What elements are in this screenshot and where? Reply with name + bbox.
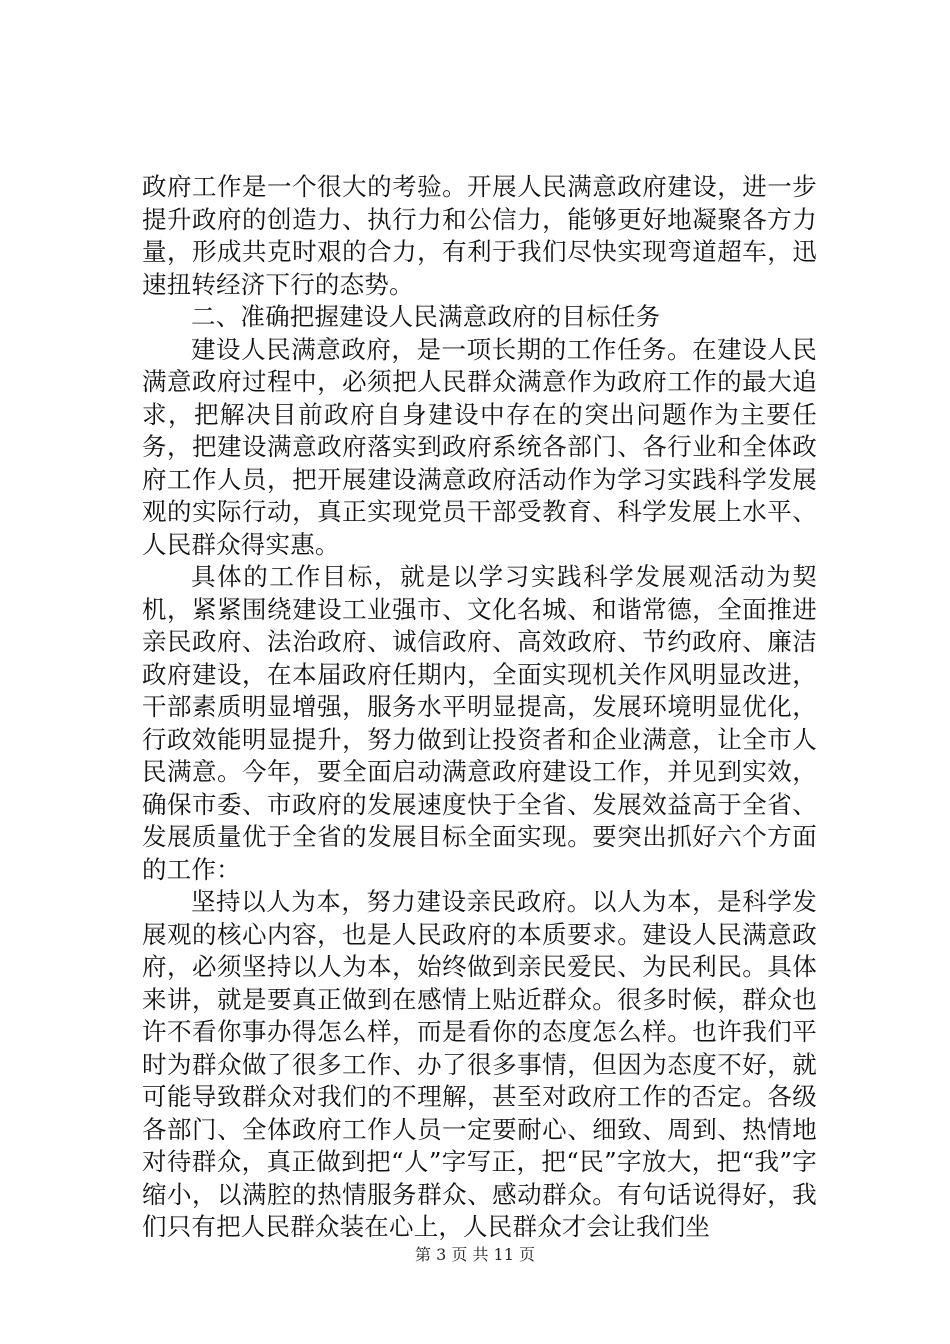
paragraph-3: 建设人民满意政府，是一项长期的工作任务。在建设人民满意政府过程中，必须把人民群众满意作为政府工作的最大追求，把解决目前政府自身建设中存在的突出问题作为主要任务，把建设满意政府落实到政府系统各部门、各行业和全体政府工作人员，把开展建设满意政府活动作为学习实践科学发展观的实际行动，真正实现党员干部受教育、科学发展上水平、人民群众得实惠。 [142, 334, 817, 559]
document-body [142, 171, 817, 1244]
page-footer [0, 1245, 950, 1265]
section-heading: 二、准确把握建设人民满意政府的目标任务 [191, 302, 661, 331]
paragraph-5: 坚持以人为本，努力建设亲民政府。以人为本，是科学发展观的核心内容，也是人民政府的本质要求。建设人民满意政府，必须坚持以人为本，始终做到亲民爱民、为民利民。具体来讲，就是要真正做到在感情上贴近群众。很多时候，群众也许不看你事办得怎么样，而是看你的态度怎么样。也许我们平时为群众做了很多工作、办了很多事情，但因为态度不好，就可能导致群众对我们的不理解，甚至对政府工作的否定。各级各部门、全体政府工作人员一定要耐心、细致、周到、热情地对待群众，真正做到把“人”字写正，把“民”字放大，把“我”字缩小，以满腔的热情服务群众、感动群众。有句话说得好，我们只有把人民群众装在心上，人民群众才会让我们坐 [142, 887, 817, 1241]
paragraph-1: 政府工作是一个很大的考验。开展人民满意政府建设，进一步提升政府的创造力、执行力和公信力，能够更好地凝聚各方力量，形成共克时艰的合力，有利于我们尽快实现弯道超车，迅速扭转经济下行的态势。 [142, 172, 817, 299]
paragraph-4: 具体的工作目标，就是以学习实践科学发展观活动为契机，紧紧围绕建设工业强市、文化名城、和谐常德，全面推进亲民政府、法治政府、诚信政府、高效政府、节约政府、廉洁政府建设，在本届政府任期内，全面实现机关作风明显改进，干部素质明显增强，服务水平明显提高，发展环境明显优化，行政效能明显提升，努力做到让投资者和企业满意，让全市人民满意。今年，要全面启动满意政府建设工作，并见到实效，确保市委、市政府的发展速度快于全省、发展效益高于全省、发展质量优于全省的发展目标全面实现。要突出抓好六个方面的工作： [142, 562, 817, 884]
page-number-label: 第 3 页 共 11 页 [415, 1245, 535, 1264]
